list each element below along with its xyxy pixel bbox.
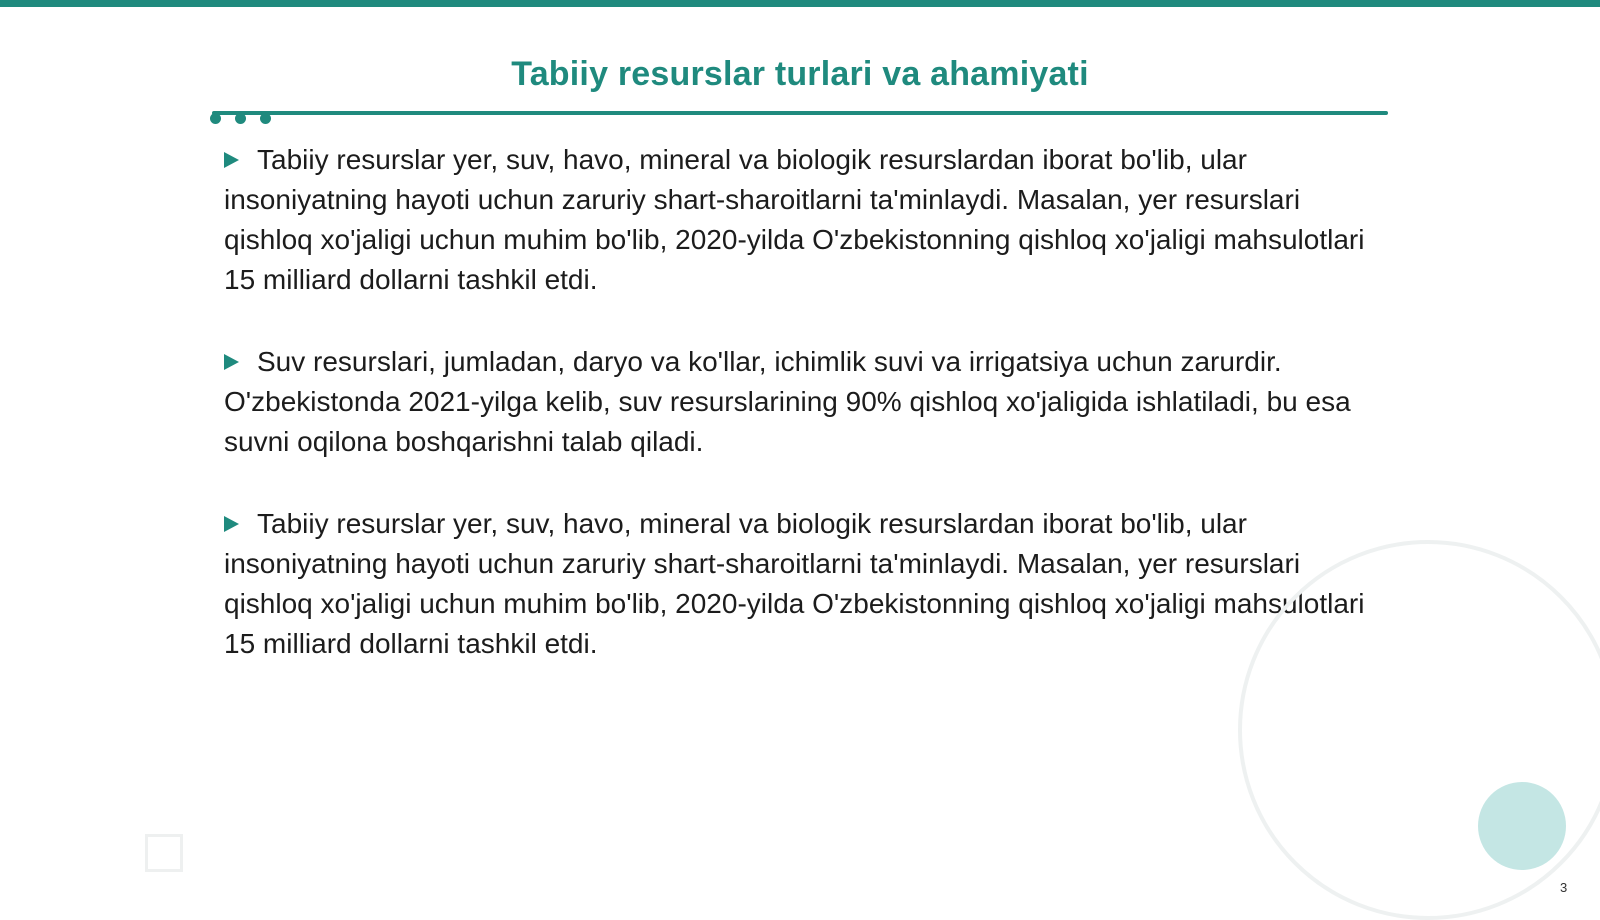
slide-body <box>224 140 1374 706</box>
paragraph-text: Suv resurslari, jumladan, daryo va ko'llar, ichimlik suvi va irrigatsiya uchun zarurdir. O'zbekistonda 2021-yilga kelib, suv resurslarining 90% qishloq xo'jaligida ishlatiladi, bu esa suvni oqilona boshqarishni talab qiladi. <box>224 346 1351 457</box>
page-number: 3 <box>1560 880 1568 895</box>
triangle-right-icon <box>224 152 239 168</box>
underline-dot <box>210 113 221 124</box>
decorative-square <box>145 834 183 872</box>
underline-dot <box>235 113 246 124</box>
title-underline <box>212 111 1388 115</box>
top-accent-bar <box>0 0 1600 7</box>
bullet-paragraph <box>224 342 1374 462</box>
triangle-right-icon <box>224 516 239 532</box>
underline-dot <box>260 113 271 124</box>
decorative-circle <box>1478 782 1566 870</box>
bullet-paragraph <box>224 140 1374 300</box>
paragraph-text: Tabiiy resurslar yer, suv, havo, mineral va biologik resurslardan iborat bo'lib, ular insoniyatning hayoti uchun zaruriy shart-sharoitlarni ta'minlaydi. Masalan, yer resurslari qishloq xo'jaligi uchun muhim bo'lib, 2020-yilda O'zbekistonning qishloq xo'jaligi mahsulotlari 15 milliard dollarni tashkil etdi. <box>224 144 1365 295</box>
slide-title: Tabiiy resurslar turlari va ahamiyati <box>511 55 1089 93</box>
triangle-right-icon <box>224 354 239 370</box>
paragraph-text: Tabiiy resurslar yer, suv, havo, mineral va biologik resurslardan iborat bo'lib, ular insoniyatning hayoti uchun zaruriy shart-sharoitlarni ta'minlaydi. Masalan, yer resurslari qishloq xo'jaligi uchun muhim bo'lib, 2020-yilda O'zbekistonning qishloq xo'jaligi mahsulotlari 15 milliard dollarni tashkil etdi. <box>224 508 1365 659</box>
bullet-paragraph <box>224 504 1374 664</box>
